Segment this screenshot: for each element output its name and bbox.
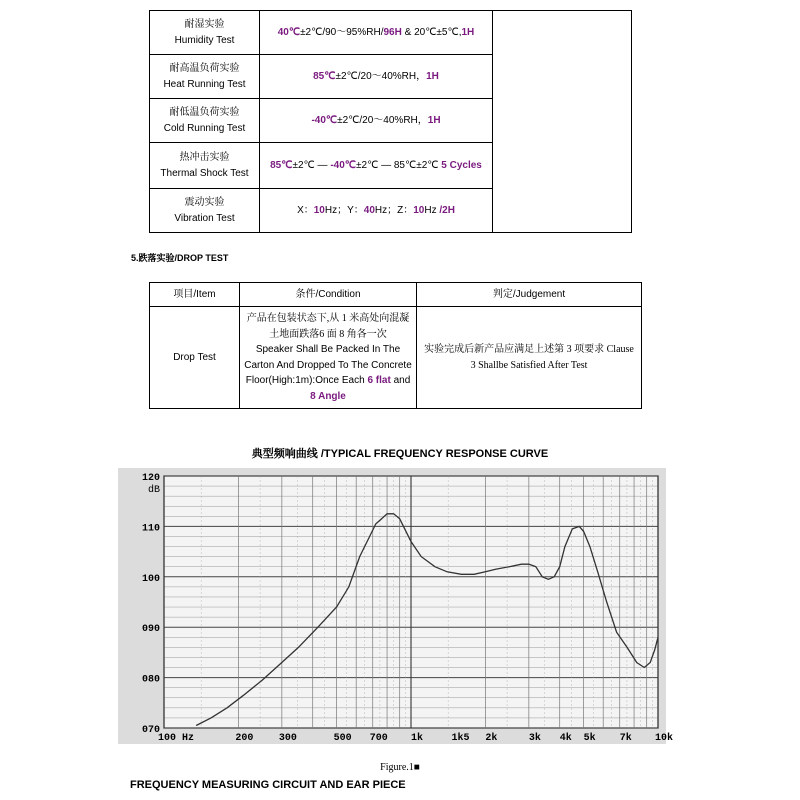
frequency-response-chart <box>118 468 674 744</box>
x-tick-label: 10k <box>654 733 674 744</box>
header-item: 项目/Item <box>150 283 240 307</box>
condition-part: -40℃ <box>330 159 357 171</box>
figure-caption: Figure.1■ <box>380 762 420 773</box>
x-tick-label: 4k <box>559 733 572 744</box>
drop-condition <box>240 307 417 409</box>
environmental-test-table <box>149 10 632 233</box>
y-tick-label: 120 <box>142 473 161 484</box>
y-unit-label: dB <box>148 485 161 496</box>
condition-part: 5 Cycles <box>441 159 482 171</box>
condition-part: 85℃ <box>313 70 336 82</box>
condition-part: Hz <box>424 204 440 216</box>
x-tick-label: 7k <box>619 733 632 744</box>
env-test-row <box>150 11 632 55</box>
condition-part: ±2℃ — 85℃±2℃ <box>356 159 442 171</box>
condition-part: 96H <box>383 26 402 38</box>
test-name-cell <box>150 11 260 55</box>
condition-part: X： <box>297 204 314 216</box>
x-tick-label: 3k <box>528 733 541 744</box>
y-tick-label: 100 <box>142 573 161 585</box>
drop-condition-part: and <box>390 375 411 386</box>
condition-part: 1H <box>461 26 475 38</box>
test-name-zh: 耐低温负荷实验 <box>169 107 240 118</box>
header-judgement: 判定/Judgement <box>417 283 642 307</box>
test-name-en: Humidity Test <box>174 34 235 46</box>
test-name-en: Cold Running Test <box>163 122 246 134</box>
drop-condition-part: 6 flat <box>367 375 391 386</box>
test-condition-cell <box>260 189 493 233</box>
drop-condition-zh: 产品在包装状态下,从 1 米高处向混凝土地面跌落6 面 8 角各一次 <box>246 313 410 340</box>
drop-condition-en <box>243 342 413 404</box>
condition-part: 10 <box>413 204 425 216</box>
x-tick-label: 700 <box>369 733 388 744</box>
bottom-section-title: FREQUENCY MEASURING CIRCUIT AND EAR PIECE <box>130 779 406 791</box>
condition-part: 40℃ <box>277 26 301 38</box>
test-name-cell <box>150 99 260 143</box>
x-tick-label: 1k <box>410 733 424 744</box>
x-tick-label: 5k <box>583 733 596 744</box>
y-tick-label: 070 <box>142 725 161 736</box>
test-name-en: Thermal Shock Test <box>160 167 249 179</box>
test-name-cell <box>150 189 260 233</box>
empty-cell <box>493 11 632 233</box>
condition-part: ±2℃ — <box>292 159 331 171</box>
condition-part: 10 <box>313 204 325 216</box>
drop-condition-part: Speaker Shall Be Packed In The Carton And Dropped To The Concrete Floor(High:1m):Once Each <box>244 344 412 386</box>
condition-part: 85℃ <box>270 159 293 171</box>
test-condition-cell <box>260 99 493 143</box>
test-name-en: Heat Running Test <box>163 78 246 90</box>
test-condition-cell <box>260 143 493 189</box>
test-name-en: Vibration Test <box>174 212 235 224</box>
test-name-zh: 热冲击实验 <box>179 152 230 163</box>
test-name-cell <box>150 55 260 99</box>
header-condition: 条件/Condition <box>240 283 417 307</box>
test-condition-cell <box>260 55 493 99</box>
condition-part: Hz；Y： <box>324 204 364 216</box>
condition-part: ±2℃/20～40%RH， <box>335 70 427 82</box>
y-tick-label: 090 <box>142 624 161 636</box>
test-name-zh: 震动实验 <box>184 197 225 208</box>
curve-title: 典型频响曲线 /TYPICAL FREQUENCY RESPONSE CURVE <box>251 448 549 460</box>
test-condition-cell <box>260 11 493 55</box>
x-tick-label: 500 <box>333 733 352 744</box>
drop-condition-part: 8 Angle <box>310 390 346 402</box>
condition-part: & 20℃±5℃, <box>401 26 462 38</box>
x-tick-label: 100 Hz <box>158 733 195 744</box>
x-tick-label: 2k <box>485 733 498 744</box>
x-tick-label: 1k5 <box>451 733 470 744</box>
condition-part: -40℃ <box>311 114 338 126</box>
test-name-zh: 耐高温负荷实验 <box>169 63 240 74</box>
y-tick-label: 080 <box>142 674 161 686</box>
drop-test-table <box>149 282 642 409</box>
condition-part: Hz；Z： <box>374 204 414 216</box>
test-name-cell <box>150 143 260 189</box>
drop-test-section-title: 5.跌落实验/DROP TEST <box>131 253 229 263</box>
test-name-zh: 耐湿实验 <box>184 19 225 30</box>
x-tick-label: 300 <box>278 733 297 744</box>
y-tick-label: 110 <box>142 523 161 535</box>
condition-part: ±2℃/90～95%RH/ <box>300 26 384 38</box>
condition-part: 40 <box>363 204 375 216</box>
condition-part: 1H <box>427 114 441 126</box>
condition-part: 1H <box>426 70 439 82</box>
condition-part: /2H <box>439 204 455 216</box>
drop-judgement: 实验完成后新产品应满足上述第 3 项要求 Clause 3 Shallbe Satisfied After Test <box>417 307 642 409</box>
drop-item: Drop Test <box>150 307 240 409</box>
x-tick-label: 200 <box>235 733 254 744</box>
condition-part: ±2℃/20～40%RH， <box>337 114 428 126</box>
